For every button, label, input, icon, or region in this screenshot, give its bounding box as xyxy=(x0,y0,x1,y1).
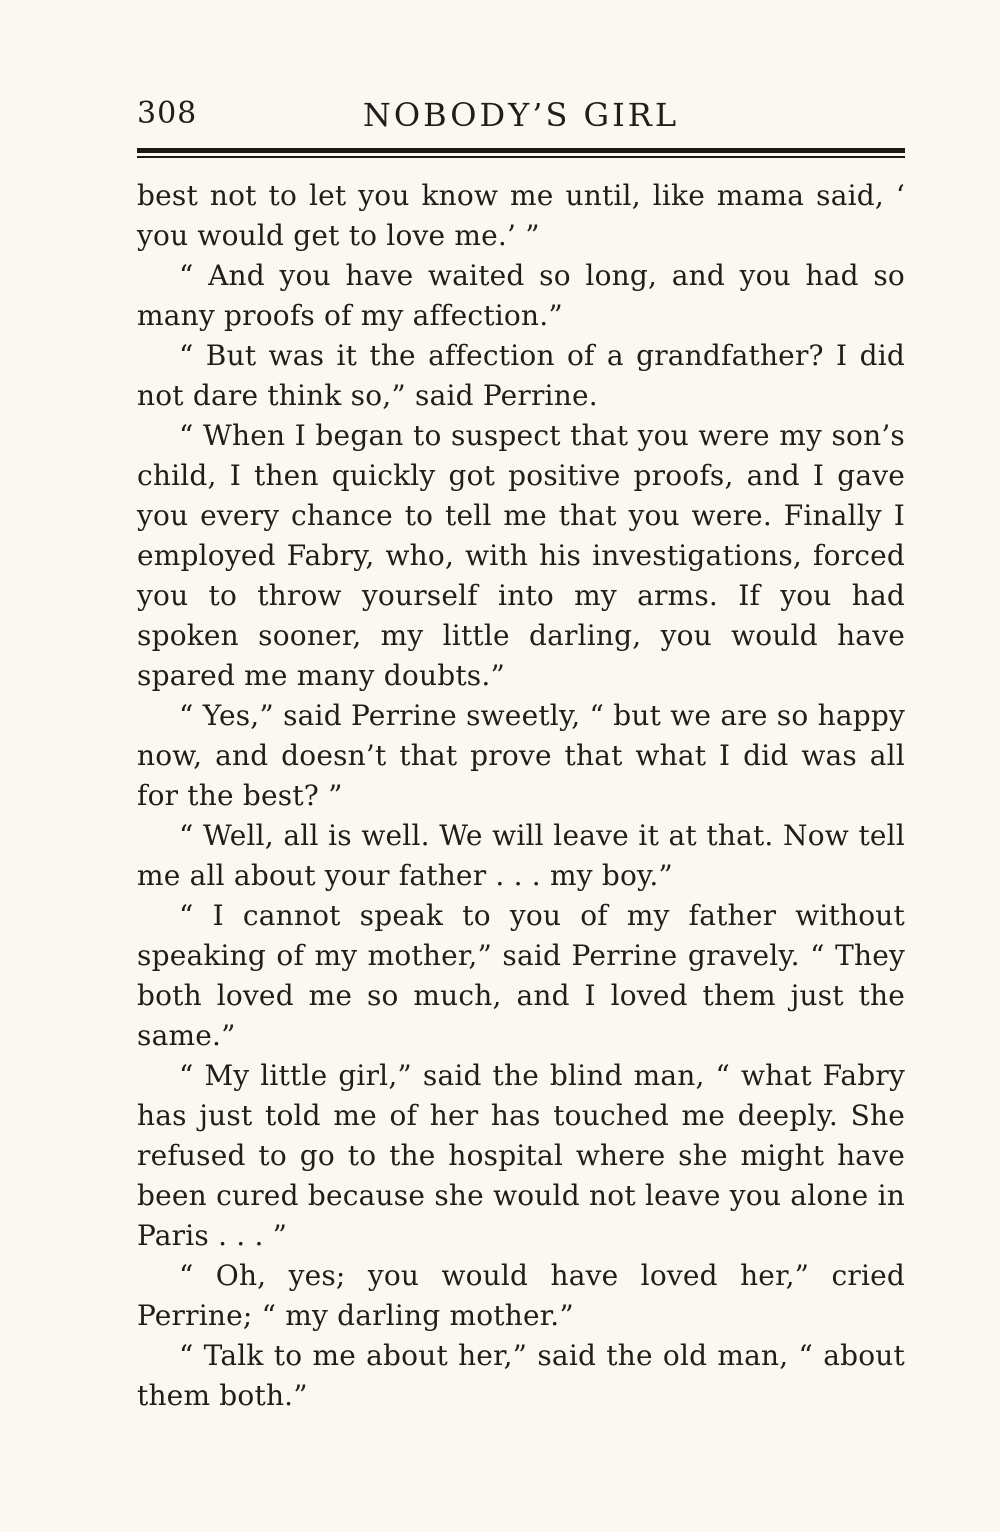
page-header xyxy=(137,96,905,140)
paragraph: “ But was it the affection of a grandfather? I did not dare think so,” said Perrine. xyxy=(137,339,905,412)
paragraph: “ I cannot speak to you of my father without speaking of my mother,” said Perrine gravely. “ They both loved me so much, and I loved them just the same.” xyxy=(137,899,905,1052)
paragraph: “ My little girl,” said the blind man, “ what Fabry has just told me of her has touched me deeply. She refused to go to the hospital where she might have been cured because she would not leave you alone in Paris . . . ” xyxy=(137,1059,905,1252)
paragraph: “ When I began to suspect that you were my son’s child, I then quickly got positive proofs, and I gave you every chance to tell me that you were. Finally I employed Fabry, who, with his investigations, forced you to throw yourself into my arms. If you had spoken sooner, my little darling, you would have spared me many doubts.” xyxy=(137,419,905,692)
paragraph: “ Talk to me about her,” said the old man, “ about them both.” xyxy=(137,1339,905,1412)
header-divider xyxy=(137,148,905,158)
paragraph: best not to let you know me until, like mama said, ‘ you would get to love me.’ ” xyxy=(137,179,905,252)
page-number: 308 xyxy=(137,96,198,131)
paragraph: “ Oh, yes; you would have loved her,” cried Perrine; “ my darling mother.” xyxy=(137,1259,905,1332)
body-text xyxy=(137,176,905,1416)
paragraph: “ Well, all is well. We will leave it at that. Now tell me all about your father . . . my boy.” xyxy=(137,819,905,892)
page-title: NOBODY’S GIRL xyxy=(362,96,680,134)
text-block xyxy=(137,96,905,1416)
divider-thick-line xyxy=(137,148,905,153)
paragraph: “ And you have waited so long, and you had so many proofs of my affection.” xyxy=(137,259,905,332)
paragraph: “ Yes,” said Perrine sweetly, “ but we are so happy now, and doesn’t that prove that what I did was all for the best? ” xyxy=(137,699,905,812)
divider-thin-line xyxy=(137,156,905,158)
